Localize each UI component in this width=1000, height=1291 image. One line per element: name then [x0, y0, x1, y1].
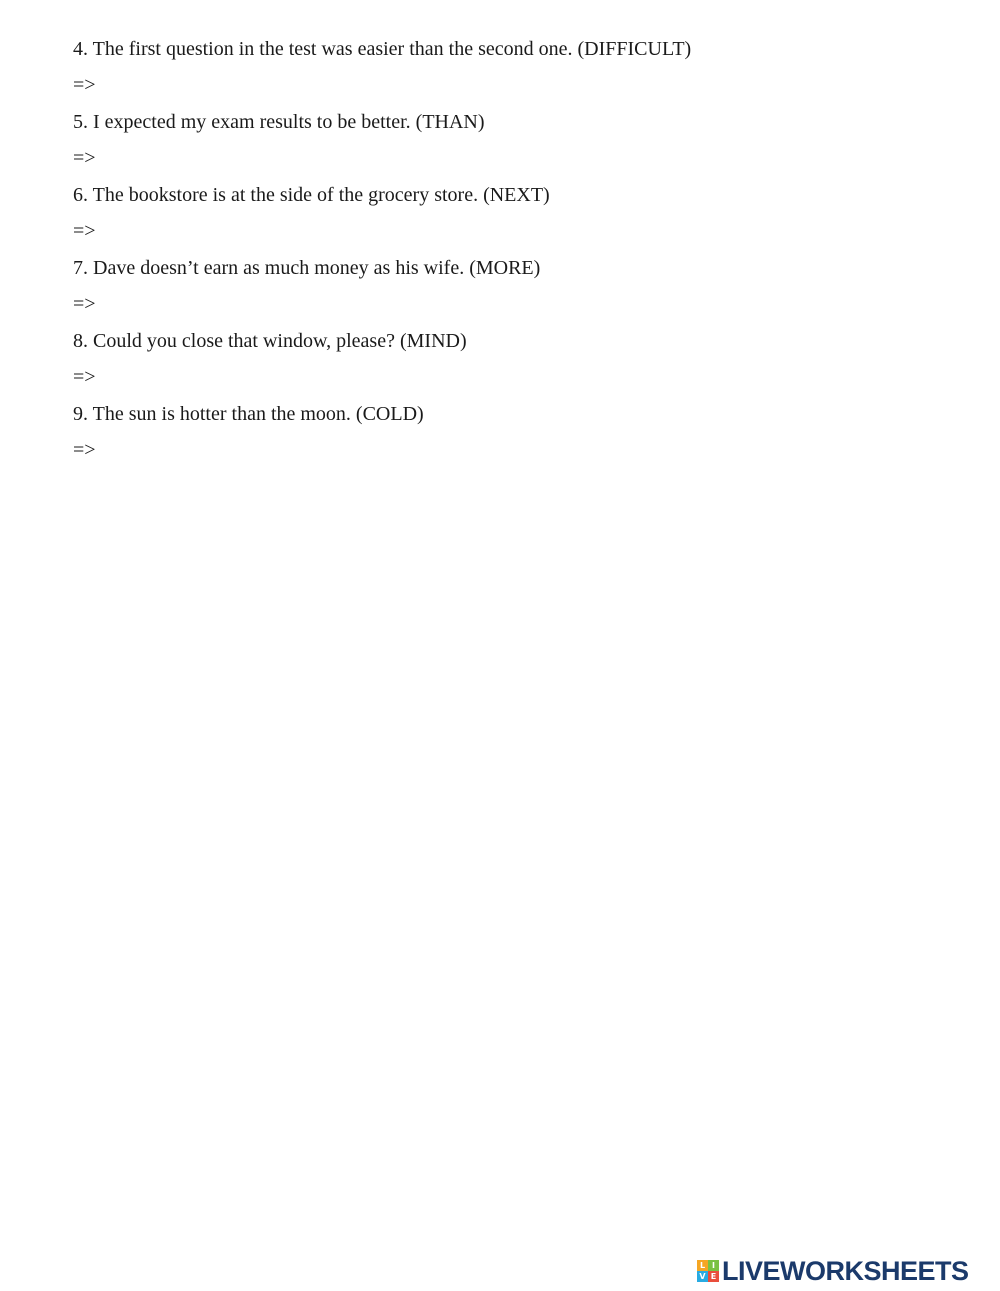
question-4: 4. The first question in the test was easier than the second one. (DIFFICULT)	[73, 38, 692, 60]
question-6: 6. The bookstore is at the side of the grocery store. (NEXT)	[73, 184, 550, 206]
answer-line-5[interactable]: =>	[73, 147, 96, 169]
logo-badge-icon	[697, 1260, 719, 1282]
answer-line-7[interactable]: =>	[73, 293, 96, 315]
question-8: 8. Could you close that window, please? (MIND)	[73, 330, 467, 352]
logo-text: LIVEWORKSHEETS	[722, 1256, 969, 1286]
answer-line-6[interactable]: =>	[73, 220, 96, 242]
answer-line-4[interactable]: =>	[73, 74, 96, 96]
question-9: 9. The sun is hotter than the moon. (COLD)	[73, 403, 424, 425]
answer-line-8[interactable]: =>	[73, 366, 96, 388]
liveworksheets-logo	[697, 1257, 969, 1285]
answer-line-9[interactable]: =>	[73, 439, 96, 461]
logo-badge-letter: E	[708, 1271, 719, 1282]
worksheet	[73, 36, 953, 474]
question-5: 5. I expected my exam results to be better. (THAN)	[73, 111, 485, 133]
logo-badge-letter: V	[697, 1271, 708, 1282]
logo-badge-letter: L	[697, 1260, 708, 1271]
question-7: 7. Dave doesn’t earn as much money as his wife. (MORE)	[73, 257, 541, 279]
logo-badge-letter: I	[708, 1260, 719, 1271]
